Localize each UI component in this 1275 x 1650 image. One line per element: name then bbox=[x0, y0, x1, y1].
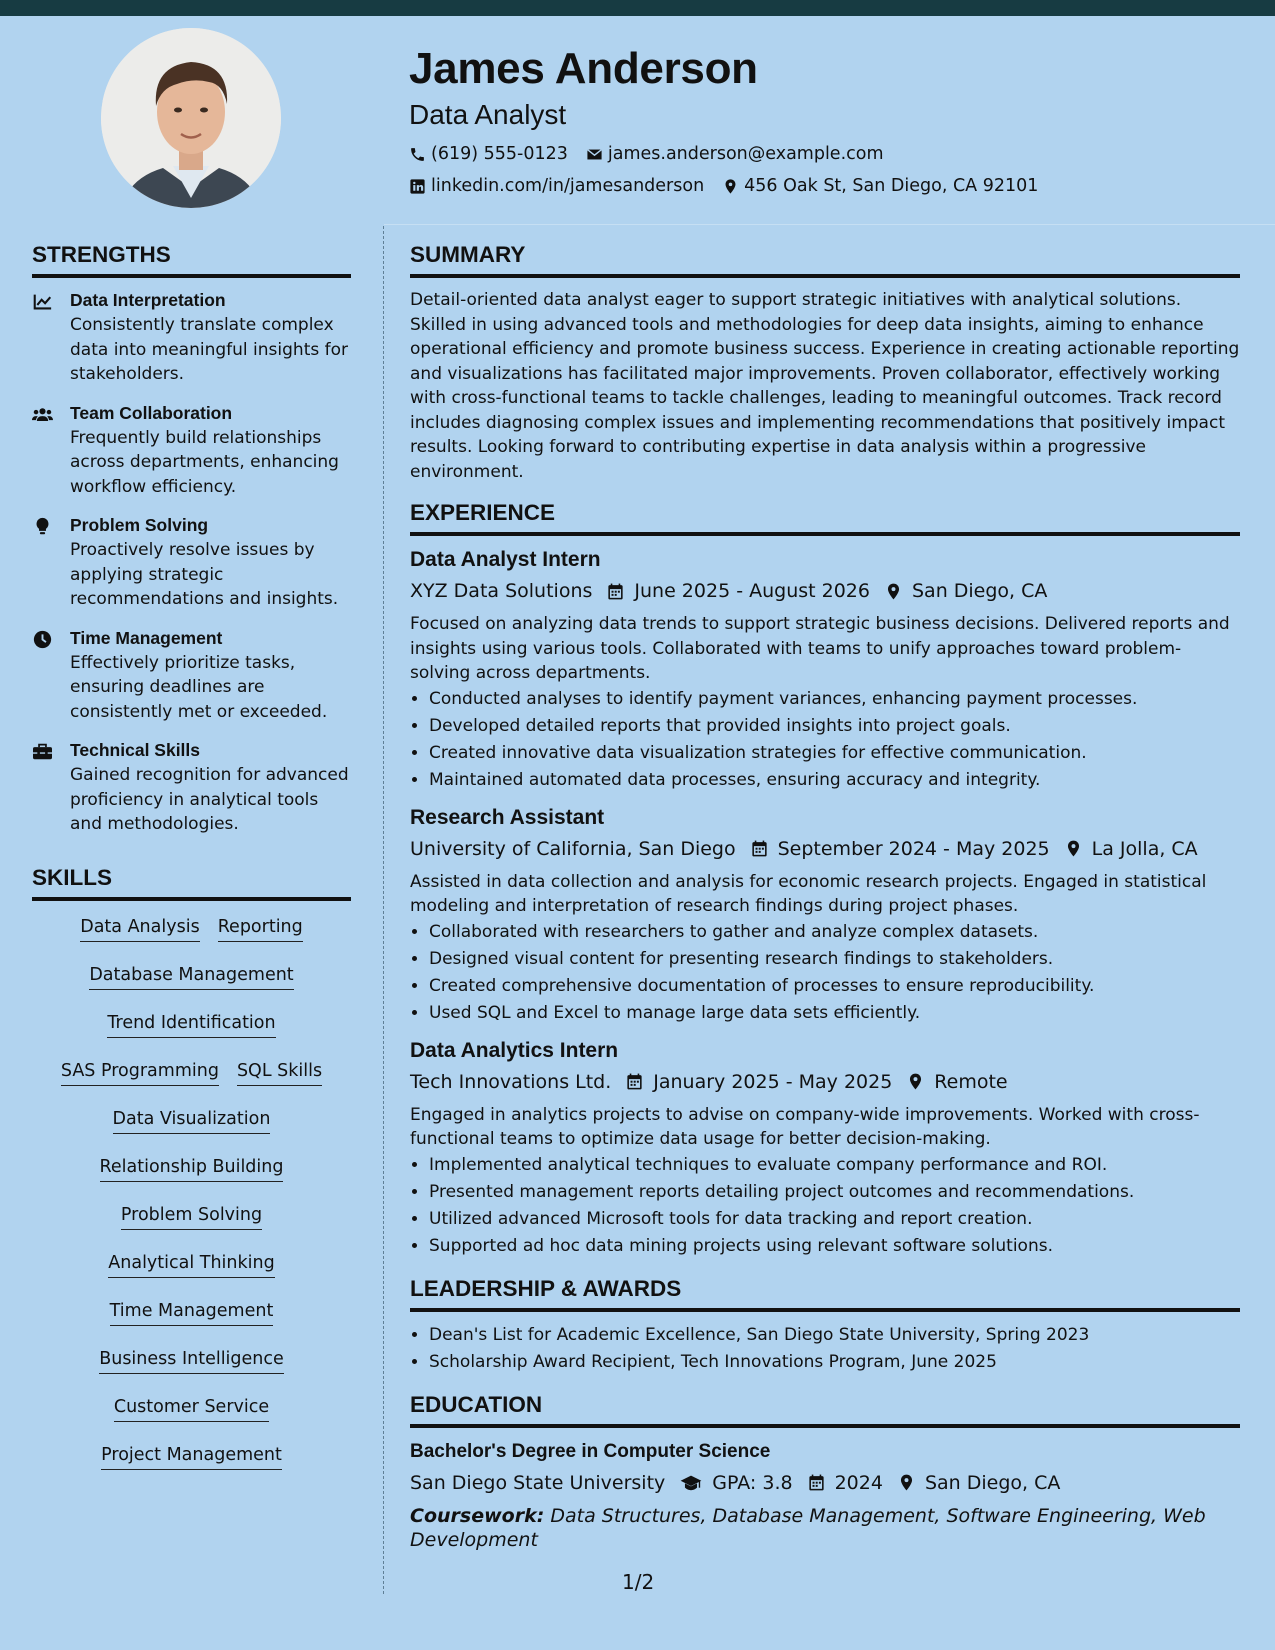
header-divider bbox=[384, 224, 1275, 225]
summary-heading: SUMMARY bbox=[410, 240, 1240, 278]
email-text: james.anderson@example.com bbox=[607, 144, 884, 164]
awards-list bbox=[410, 1322, 1240, 1376]
graduation-year: 2024 bbox=[834, 1471, 883, 1494]
job-bullet: • Maintained automated data processes, ensuring accuracy and integrity. bbox=[429, 767, 1240, 794]
skills-list bbox=[32, 911, 351, 1487]
profile-photo bbox=[101, 28, 281, 208]
job-meta bbox=[410, 832, 1240, 866]
job-meta bbox=[410, 1065, 1240, 1099]
coursework-label: Coursework: bbox=[410, 1504, 545, 1527]
experience-entry bbox=[410, 546, 1240, 794]
skill-tag: Business Intelligence bbox=[99, 1347, 284, 1374]
job-bullet: • Supported ad hoc data mining projects using relevant software solutions. bbox=[429, 1233, 1240, 1260]
clock-icon bbox=[32, 630, 53, 649]
candidate-title: Data Analyst bbox=[409, 99, 567, 130]
job-location: Remote bbox=[934, 1070, 1008, 1093]
awards-heading: LEADERSHIP & AWARDS bbox=[410, 1274, 1240, 1312]
strength-desc: Gained recognition for advanced proficiency in analytical tools and methodologies. bbox=[70, 765, 349, 834]
skill-tag: SQL Skills bbox=[237, 1059, 322, 1086]
skill-tag: Relationship Building bbox=[100, 1155, 284, 1182]
strength-title: Data Interpretation bbox=[70, 290, 226, 310]
map-pin-icon bbox=[722, 178, 739, 195]
linkedin-contact[interactable] bbox=[409, 170, 704, 202]
job-dates: June 2025 - August 2026 bbox=[634, 580, 870, 602]
job-bullet: • Developed detailed reports that provided insights into project goals. bbox=[429, 713, 1240, 740]
strength-desc: Frequently build relationships across departments, enhancing workflow efficiency. bbox=[70, 427, 339, 497]
skill-tag: Problem Solving bbox=[121, 1203, 262, 1230]
resume-header bbox=[409, 40, 1249, 202]
skill-tag: Customer Service bbox=[114, 1395, 269, 1422]
experience-entry bbox=[410, 804, 1240, 1027]
company-name: University of California, San Diego bbox=[410, 837, 736, 860]
experience-entry bbox=[410, 1037, 1240, 1260]
address-text: 456 Oak St, San Diego, CA 92101 bbox=[744, 176, 1039, 196]
job-title: Research Assistant bbox=[410, 805, 605, 829]
calendar-icon bbox=[625, 1072, 644, 1091]
column-divider bbox=[383, 226, 384, 1594]
company-name: Tech Innovations Ltd. bbox=[410, 1070, 612, 1093]
address-contact bbox=[722, 170, 1038, 202]
job-bullet: • Designed visual content for presenting research findings to stakeholders. bbox=[429, 946, 1240, 973]
strength-item bbox=[32, 513, 351, 612]
strength-item bbox=[32, 738, 351, 837]
lightbulb-icon bbox=[32, 517, 53, 536]
phone-icon bbox=[409, 146, 426, 163]
gpa-text: GPA: 3.8 bbox=[712, 1471, 793, 1494]
skill-tag: Project Management bbox=[101, 1443, 282, 1470]
map-pin-icon bbox=[906, 1072, 925, 1091]
award-item: • Dean's List for Academic Excellence, San Diego State University, Spring 2023 bbox=[429, 1322, 1240, 1349]
envelope-icon bbox=[586, 146, 603, 163]
strength-desc: Effectively prioritize tasks, ensuring deadlines are consistently met or exceeded. bbox=[70, 652, 328, 722]
strength-title: Technical Skills bbox=[70, 740, 201, 760]
strength-title: Team Collaboration bbox=[70, 402, 233, 423]
job-title: Data Analytics Intern bbox=[410, 1038, 619, 1062]
skill-tag: Database Management bbox=[89, 963, 293, 990]
skill-tag: SAS Programming bbox=[61, 1059, 219, 1086]
job-bullet: • Created innovative data visualization strategies for effective communication. bbox=[429, 740, 1240, 767]
job-dates: January 2025 - May 2025 bbox=[653, 1070, 893, 1093]
skill-tag: Data Analysis bbox=[80, 915, 199, 942]
strength-item bbox=[32, 626, 351, 725]
job-description: Focused on analyzing data trends to support strategic business decisions. Delivered reports and insights using various tools. Collaborated with teams to unify approaches toward problem-solving across departments. bbox=[410, 614, 1230, 683]
phone-text: (619) 555-0123 bbox=[431, 144, 568, 164]
coursework-list: Data Structures, Database Management, Software Engineering, Web Development bbox=[410, 1504, 1206, 1551]
summary-text: Detail-oriented data analyst eager to support strategic initiatives with analytical solutions. Skilled in using advanced tools and methodologies for deep data insights, aiming to enhance operational efficiency and promote business success. Experience in creating actionable reporting and visualizations has facilitated major improvements. Proven collaborator, effectively working with cross-functional teams to tackle challenges, leading to meaningful outcomes. Track record includes diagnosing complex issues and implementing recommendations that positively impact results. Looking forward to contributing expertise in data analysis within a progressive environment. bbox=[410, 290, 1240, 482]
strength-item bbox=[32, 288, 351, 387]
job-bullets bbox=[410, 919, 1240, 1027]
calendar-icon bbox=[807, 1473, 826, 1492]
map-pin-icon bbox=[897, 1473, 916, 1492]
right-column bbox=[410, 240, 1240, 1553]
linkedin-text: linkedin.com/in/jamesanderson bbox=[431, 176, 705, 196]
map-pin-icon bbox=[884, 582, 903, 601]
job-bullets bbox=[410, 686, 1240, 794]
job-title: Data Analyst Intern bbox=[410, 548, 601, 571]
contact-row-2 bbox=[409, 170, 1249, 202]
left-column bbox=[32, 240, 351, 1487]
page-number: 1/2 bbox=[622, 1570, 655, 1594]
education-heading: EDUCATION bbox=[410, 1390, 1240, 1428]
candidate-name: James Anderson bbox=[409, 44, 758, 93]
experience-heading: EXPERIENCE bbox=[410, 498, 1240, 536]
job-dates: September 2024 - May 2025 bbox=[777, 837, 1050, 860]
linkedin-icon bbox=[409, 178, 426, 195]
toolbox-icon bbox=[32, 742, 53, 761]
calendar-icon bbox=[750, 839, 769, 858]
award-item: • Scholarship Award Recipient, Tech Innovations Program, June 2025 bbox=[429, 1349, 1240, 1376]
skill-tag: Time Management bbox=[110, 1299, 274, 1326]
strengths-heading: STRENGTHS bbox=[32, 240, 351, 278]
strength-title: Problem Solving bbox=[70, 515, 209, 535]
email-contact[interactable] bbox=[586, 138, 884, 170]
contact-row-1 bbox=[409, 138, 1249, 170]
degree-title: Bachelor's Degree in Computer Science bbox=[410, 1440, 771, 1462]
job-bullet: • Implemented analytical techniques to evaluate company performance and ROI. bbox=[429, 1152, 1240, 1179]
skill-tag: Reporting bbox=[218, 915, 303, 942]
graduation-cap-icon bbox=[679, 1473, 703, 1492]
school-name: San Diego State University bbox=[410, 1471, 666, 1494]
job-bullet: • Conducted analyses to identify payment variances, enhancing payment processes. bbox=[429, 686, 1240, 713]
job-bullet: • Utilized advanced Microsoft tools for data tracking and report creation. bbox=[429, 1206, 1240, 1233]
phone-contact[interactable] bbox=[409, 138, 568, 170]
top-accent-bar bbox=[0, 0, 1275, 16]
skill-tag: Trend Identification bbox=[107, 1011, 275, 1038]
map-pin-icon bbox=[1064, 839, 1083, 858]
skills-heading: SKILLS bbox=[32, 863, 351, 901]
chart-line-icon bbox=[32, 292, 53, 311]
school-location: San Diego, CA bbox=[924, 1471, 1061, 1494]
job-bullet: • Collaborated with researchers to gather and analyze complex datasets. bbox=[429, 919, 1240, 946]
strength-item bbox=[32, 401, 351, 500]
skill-tag: Analytical Thinking bbox=[108, 1251, 274, 1278]
skill-tag: Data Visualization bbox=[113, 1107, 271, 1134]
coursework bbox=[410, 1504, 1240, 1553]
job-description: Engaged in analytics projects to advise on company-wide improvements. Worked with cross-functional teams to optimize data usage for better decision-making. bbox=[410, 1104, 1200, 1149]
job-location: La Jolla, CA bbox=[1091, 837, 1198, 860]
strength-desc: Proactively resolve issues by applying strategic recommendations and insights. bbox=[70, 540, 339, 609]
education-meta bbox=[410, 1466, 1240, 1500]
job-description: Assisted in data collection and analysis for economic research projects. Engaged in statistical modeling and interpretation of research findings during project phases. bbox=[410, 871, 1207, 916]
strength-desc: Consistently translate complex data into meaningful insights for stakeholders. bbox=[70, 315, 348, 384]
job-bullet: • Used SQL and Excel to manage large data sets efficiently. bbox=[429, 1000, 1240, 1027]
company-name: XYZ Data Solutions bbox=[410, 580, 593, 602]
job-bullet: • Presented management reports detailing project outcomes and recommendations. bbox=[429, 1179, 1240, 1206]
strength-title: Time Management bbox=[70, 627, 223, 648]
users-icon bbox=[32, 405, 53, 424]
job-bullets bbox=[410, 1152, 1240, 1260]
job-location: San Diego, CA bbox=[911, 580, 1048, 602]
job-meta bbox=[410, 574, 1240, 608]
job-bullet: • Created comprehensive documentation of processes to ensure reproducibility. bbox=[429, 973, 1240, 1000]
calendar-icon bbox=[606, 582, 625, 601]
